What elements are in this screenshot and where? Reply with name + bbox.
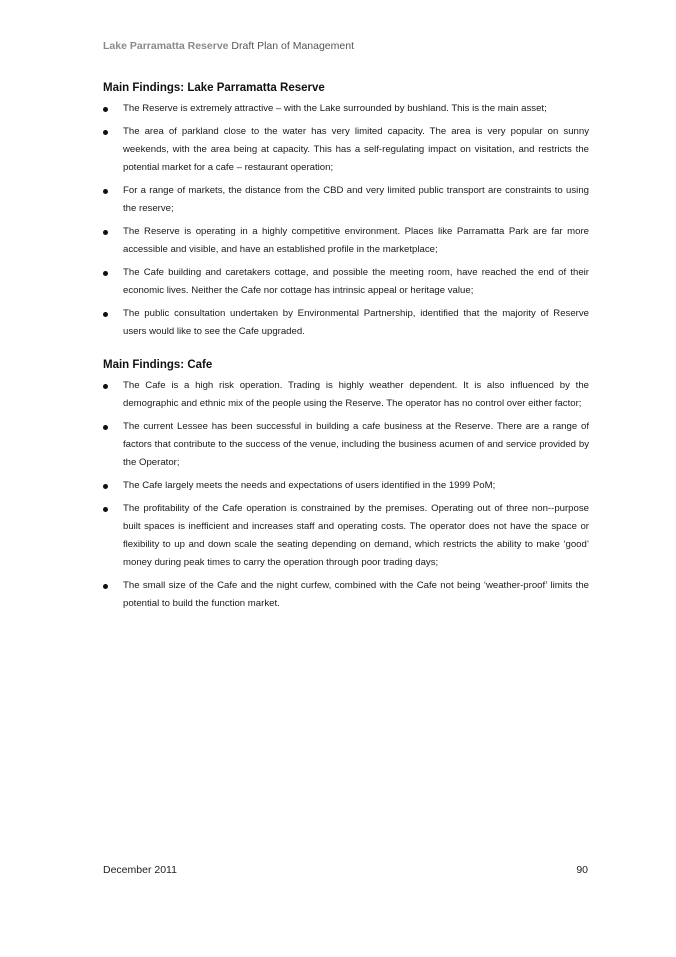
bullet-text: The Reserve is operating in a highly competitive environment. Places like Parramatta Park are far more accessible and visible, and have an established profile in the marketplace; [123, 226, 589, 255]
bullet-icon [103, 130, 108, 135]
section-heading: Main Findings: Cafe [103, 359, 213, 371]
list-item [103, 305, 589, 341]
section-reserve-findings [103, 82, 589, 346]
bullet-text: The profitability of the Cafe operation is constrained by the premises. Operating out of three non--purpose built spaces is inefficient and increases staff and operating costs. The operator does not have the space or flexibility to up and down scale the seating depending on demand, which restricts the ability to make ‘good’ money during peak times to carry the operation through poor trading days; [123, 503, 589, 568]
bullet-list [103, 100, 589, 341]
document-subtitle: Draft Plan of Management [231, 40, 354, 52]
bullet-icon [103, 312, 108, 317]
bullet-list [103, 377, 589, 613]
list-item [103, 477, 589, 495]
list-item [103, 577, 589, 613]
list-item [103, 223, 589, 259]
bullet-text: The Reserve is extremely attractive – with the Lake surrounded by bushland. This is the main asset; [123, 103, 547, 114]
bullet-icon [103, 507, 108, 512]
bullet-text: The Cafe building and caretakers cottage, and possible the meeting room, have reached the end of their economic lives. Neither the Cafe nor cottage has intrinsic appeal or heritage value; [123, 267, 589, 296]
list-item [103, 100, 589, 118]
bullet-text: The current Lessee has been successful in building a cafe business at the Reserve. There are a range of factors that contribute to the success of the venue, including the business acumen of and service provided by the Operator; [123, 421, 589, 468]
list-item [103, 182, 589, 218]
bullet-text: For a range of markets, the distance from the CBD and very limited public transport are constraints to using the reserve; [123, 185, 589, 214]
bullet-icon [103, 425, 108, 430]
list-item [103, 264, 589, 300]
bullet-icon [103, 189, 108, 194]
list-item [103, 123, 589, 177]
page-number: 90 [576, 864, 588, 876]
bullet-icon [103, 584, 108, 589]
bullet-text: The public consultation undertaken by Environmental Partnership, identified that the majority of Reserve users would like to see the Cafe upgraded. [123, 308, 589, 337]
bullet-text: The Cafe largely meets the needs and expectations of users identified in the 1999 PoM; [123, 480, 496, 491]
bullet-icon [103, 230, 108, 235]
footer-date: December 2011 [103, 864, 177, 876]
bullet-icon [103, 107, 108, 112]
section-cafe-findings [103, 359, 589, 618]
bullet-icon [103, 384, 108, 389]
bullet-text: The area of parkland close to the water has very limited capacity. The area is very popular on sunny weekends, with the area being at capacity. This has a self-regulating impact on visitation, and restricts the potential market for a cafe – restaurant operation; [123, 126, 589, 173]
bullet-icon [103, 271, 108, 276]
bullet-text: The Cafe is a high risk operation. Trading is highly weather dependent. It is also influenced by the demographic and ethnic mix of the people using the Reserve. The operator has no control over either factor; [123, 380, 589, 409]
section-heading: Main Findings: Lake Parramatta Reserve [103, 82, 325, 94]
bullet-text: The small size of the Cafe and the night curfew, combined with the Cafe not being ‘weather-proof’ limits the potential to build the function market. [123, 580, 589, 609]
running-header [103, 40, 354, 52]
list-item [103, 418, 589, 472]
list-item [103, 500, 589, 572]
list-item [103, 377, 589, 413]
document-brand: Lake Parramatta Reserve [103, 40, 229, 52]
bullet-icon [103, 484, 108, 489]
